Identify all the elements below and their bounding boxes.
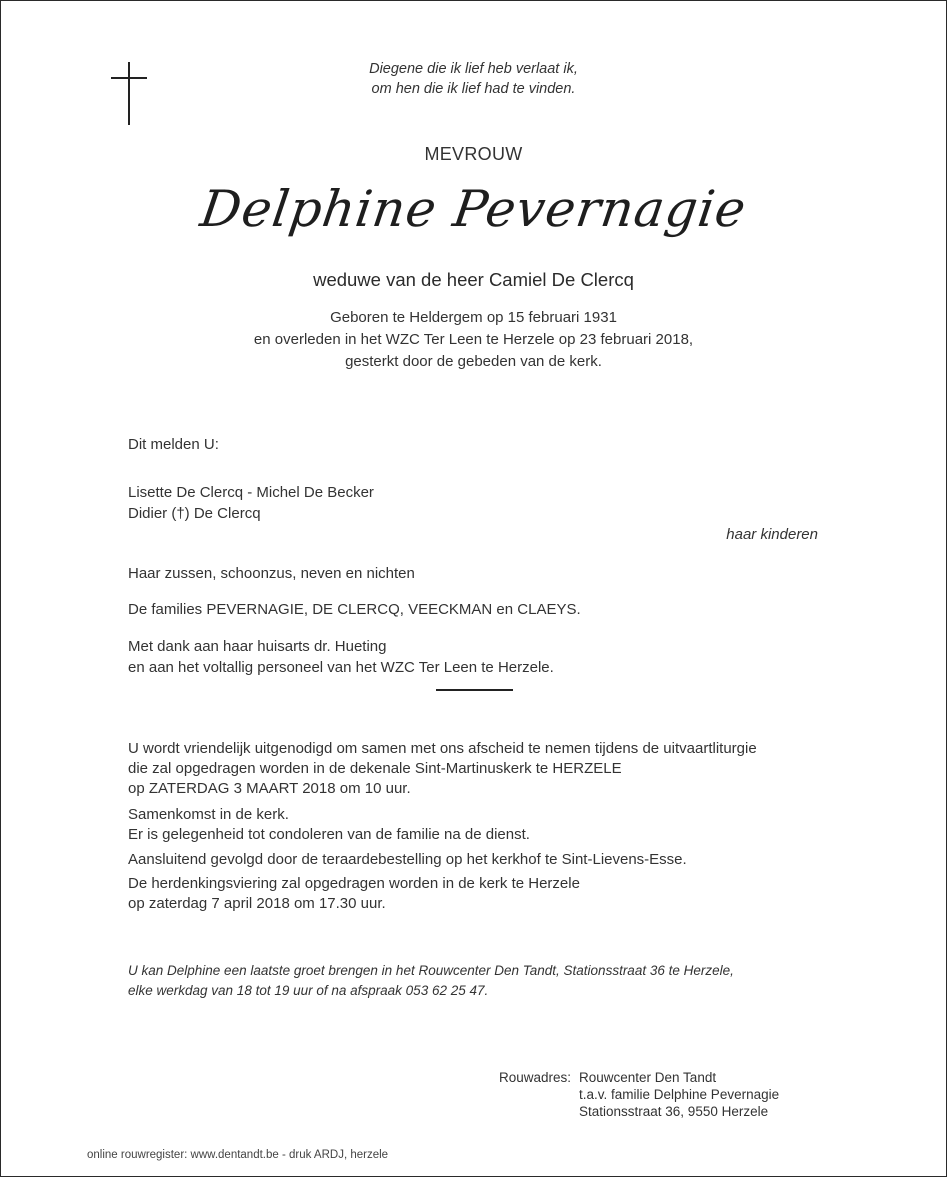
child-entry: Didier (†) De Clercq bbox=[128, 505, 261, 522]
section-divider bbox=[436, 689, 513, 691]
memorial-info bbox=[128, 874, 580, 914]
announcement-intro: Dit melden U: bbox=[128, 436, 219, 453]
visitation-line: elke werkdag van 18 tot 19 uur of na afspraak 053 62 25 47. bbox=[128, 983, 489, 998]
invitation-line: U wordt vriendelijk uitgenodigd om samen met ons afscheid te nemen tijdens de uitvaartliturgie bbox=[128, 740, 757, 757]
invitation-line: die zal opgedragen worden in de dekenale Sint-Martinuskerk te HERZELE bbox=[128, 760, 622, 777]
visitation-line: U kan Delphine een laatste groet brengen in het Rouwcenter Den Tandt, Stationsstraat 36 te Herzele, bbox=[128, 963, 734, 978]
visitation-note bbox=[128, 961, 734, 1001]
thanks-line: en aan het voltallig personeel van het WZC Ter Leen te Herzele. bbox=[128, 659, 554, 676]
thanks-block bbox=[128, 636, 554, 678]
address-block bbox=[579, 1069, 779, 1120]
thanks-line: Met dank aan haar huisarts dr. Hueting bbox=[128, 638, 387, 655]
quote-line: om hen die ik lief had te vinden. bbox=[371, 81, 576, 97]
memorial-line: op zaterdag 7 april 2018 om 17.30 uur. bbox=[128, 895, 386, 912]
address-label: Rouwadres: bbox=[499, 1070, 572, 1085]
ceremony-invitation bbox=[128, 739, 757, 799]
deceased-name: Delphine Pevernagie bbox=[196, 180, 751, 238]
bio-line: en overleden in het WZC Ter Leen te Herzele op 23 februari 2018, bbox=[253, 331, 694, 348]
gathering-line: Er is gelegenheid tot condoleren van de familie na de dienst. bbox=[128, 826, 530, 843]
opening-quote bbox=[1, 59, 946, 99]
relatives-line: Haar zussen, schoonzus, neven en nichten bbox=[128, 565, 415, 582]
children-label: haar kinderen bbox=[726, 526, 818, 543]
bio-line: gesterkt door de gebeden van de kerk. bbox=[345, 353, 602, 370]
child-entry: Lisette De Clercq - Michel De Becker bbox=[128, 484, 374, 501]
gathering-info bbox=[128, 805, 530, 845]
address-line: t.a.v. familie Delphine Pevernagie bbox=[579, 1087, 780, 1102]
burial-info: Aansluitend gevolgd door de teraardebestelling op het kerkhof te Sint-Lievens-Esse. bbox=[128, 851, 687, 868]
gathering-line: Samenkomst in de kerk. bbox=[128, 806, 289, 823]
address-line: Stationsstraat 36, 9550 Herzele bbox=[579, 1104, 769, 1119]
deceased-bio bbox=[1, 307, 946, 373]
deceased-title: MEVROUW bbox=[424, 144, 523, 164]
deceased-relation: weduwe van de heer Camiel De Clercq bbox=[313, 269, 634, 290]
memorial-line: De herdenkingsviering zal opgedragen worden in de kerk te Herzele bbox=[128, 875, 580, 892]
families-line: De families PEVERNAGIE, DE CLERCQ, VEECKMAN en CLAEYS. bbox=[128, 601, 581, 618]
footer-credits: online rouwregister: www.dentandt.be - druk ARDJ, herzele bbox=[87, 1149, 389, 1161]
children-list bbox=[128, 482, 374, 524]
quote-line: Diegene die ik lief heb verlaat ik, bbox=[369, 61, 578, 77]
address-line: Rouwcenter Den Tandt bbox=[579, 1070, 717, 1085]
invitation-line: op ZATERDAG 3 MAART 2018 om 10 uur. bbox=[128, 780, 411, 797]
bio-line: Geboren te Heldergem op 15 februari 1931 bbox=[330, 309, 617, 326]
